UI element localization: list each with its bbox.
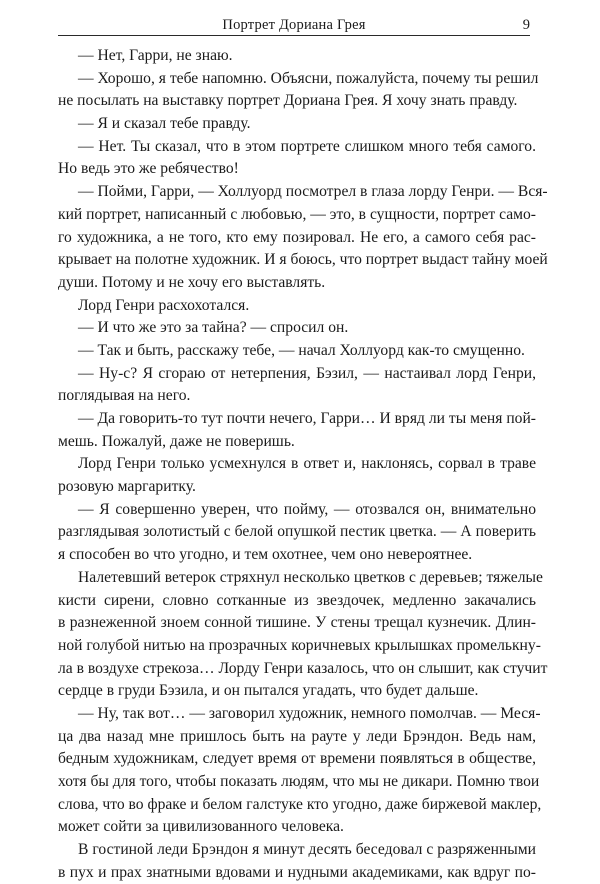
text-line: души. Потому и не хочу его выставлять. (58, 273, 326, 291)
text-line: разглядывая золотистый с белой опушкой пестик цветка. — А поверить (58, 523, 536, 541)
text-line: не посылать на выставку портрет Дориана Грея. Я хочу знать правду. (58, 92, 518, 110)
text-line: Лорд Генри расхохотался. (78, 296, 250, 314)
running-header (58, 14, 530, 36)
body-text (58, 45, 548, 884)
text-line: я способен во что угодно, и тем охотнее, чем оно невероятнее. (58, 546, 473, 564)
text-line: — Я и сказал тебе правду. (78, 115, 251, 133)
text-line: хотя бы для того, чтобы показать людям, что мы не дикари. Помню твои (58, 773, 540, 790)
text-line: — Да говорить-то тут почти нечего, Гарри… И вряд ли ты меня пой- (78, 410, 536, 427)
text-line: Лорд Генри только усмехнулся в ответ и, наклонясь, сорвал в траве (78, 455, 536, 473)
text-line: Налетевший ветерок стряхнул несколько цветков с деревьев; тяжелые (78, 568, 543, 586)
text-line: — Хорошо, я тебе напомню. Объясни, пожалуйста, почему ты решил (78, 69, 539, 87)
text-line: в разнеженной зноем сонной тишине. У стены трещал кузнечик. Длин- (58, 614, 536, 632)
text-line: поглядывая на него. (58, 387, 191, 405)
text-line: кисти сирени, словно сотканные из звездочек, медленно закачались (58, 591, 536, 609)
text-line: мешь. Пожалуй, даже не поверишь. (58, 432, 295, 450)
text-line: в пух и прах знатными вдовами и нудными академиками, как вдруг по- (58, 863, 536, 881)
text-line: ца два назад мне пришлось быть на рауте у леди Брэндон. Ведь нам, (58, 727, 536, 745)
text-line: кий портрет, написанный с любовью, — это, в сущности, портрет само- (58, 205, 536, 223)
text-line: бедным художникам, следует время от времени появляться в обществе, (58, 750, 536, 768)
text-line: — Пойми, Гарри, — Холлуорд посмотрел в глаза лорду Генри. — Вся- (78, 183, 548, 201)
text-line: — Нет. Ты сказал, что в этом портрете слишком много тебя самого. (78, 137, 536, 155)
text-line: — Нет, Гарри, не знаю. (78, 47, 233, 64)
text-line: — Ну, так вот… — заговорил художник, немного помолчав. — Меся- (78, 704, 541, 722)
text-line: крывает на полотне художник. И я боюсь, что портрет выдаст тайну моей (58, 251, 548, 269)
text-line: сердце в груди Бэзила, и он пытался угадать, что будет дальше. (58, 682, 479, 700)
text-line: В гостиной леди Брэндон я минут десять беседовал с разряженными (78, 841, 536, 859)
text-line: может сойти за цивилизованного человека. (58, 818, 344, 836)
text-line: слова, что во фраке и белом галстуке кто угодно, даже биржевой маклер, (58, 795, 542, 813)
running-title: Портрет Дориана Грея (222, 17, 366, 33)
text-line: ной голубой нитью на прозрачных коричневых крылышках промелькну- (58, 636, 541, 654)
page-number: 9 (522, 17, 530, 33)
text-line: ла в воздухе стрекоза… Лорду Генри казалось, что он слышит, как стучит (58, 659, 548, 677)
text-line: го художника, а не того, кто ему позировал. Не его, а самого себя рас- (58, 228, 536, 246)
text-line: розовую маргаритку. (58, 478, 196, 496)
text-line: — Ну-с? Я сгораю от нетерпения, Бэзил, — настаивал лорд Генри, (78, 364, 536, 382)
text-line: — И что же это за тайна? — спросил он. (78, 319, 349, 337)
text-line: — Я совершенно уверен, что пойму, — отозвался он, внимательно (78, 500, 536, 518)
text-line: Но ведь это же ребячество! (58, 160, 239, 178)
text-line: — Так и быть, расскажу тебе, — начал Холлуорд как-то смущенно. (78, 341, 525, 359)
